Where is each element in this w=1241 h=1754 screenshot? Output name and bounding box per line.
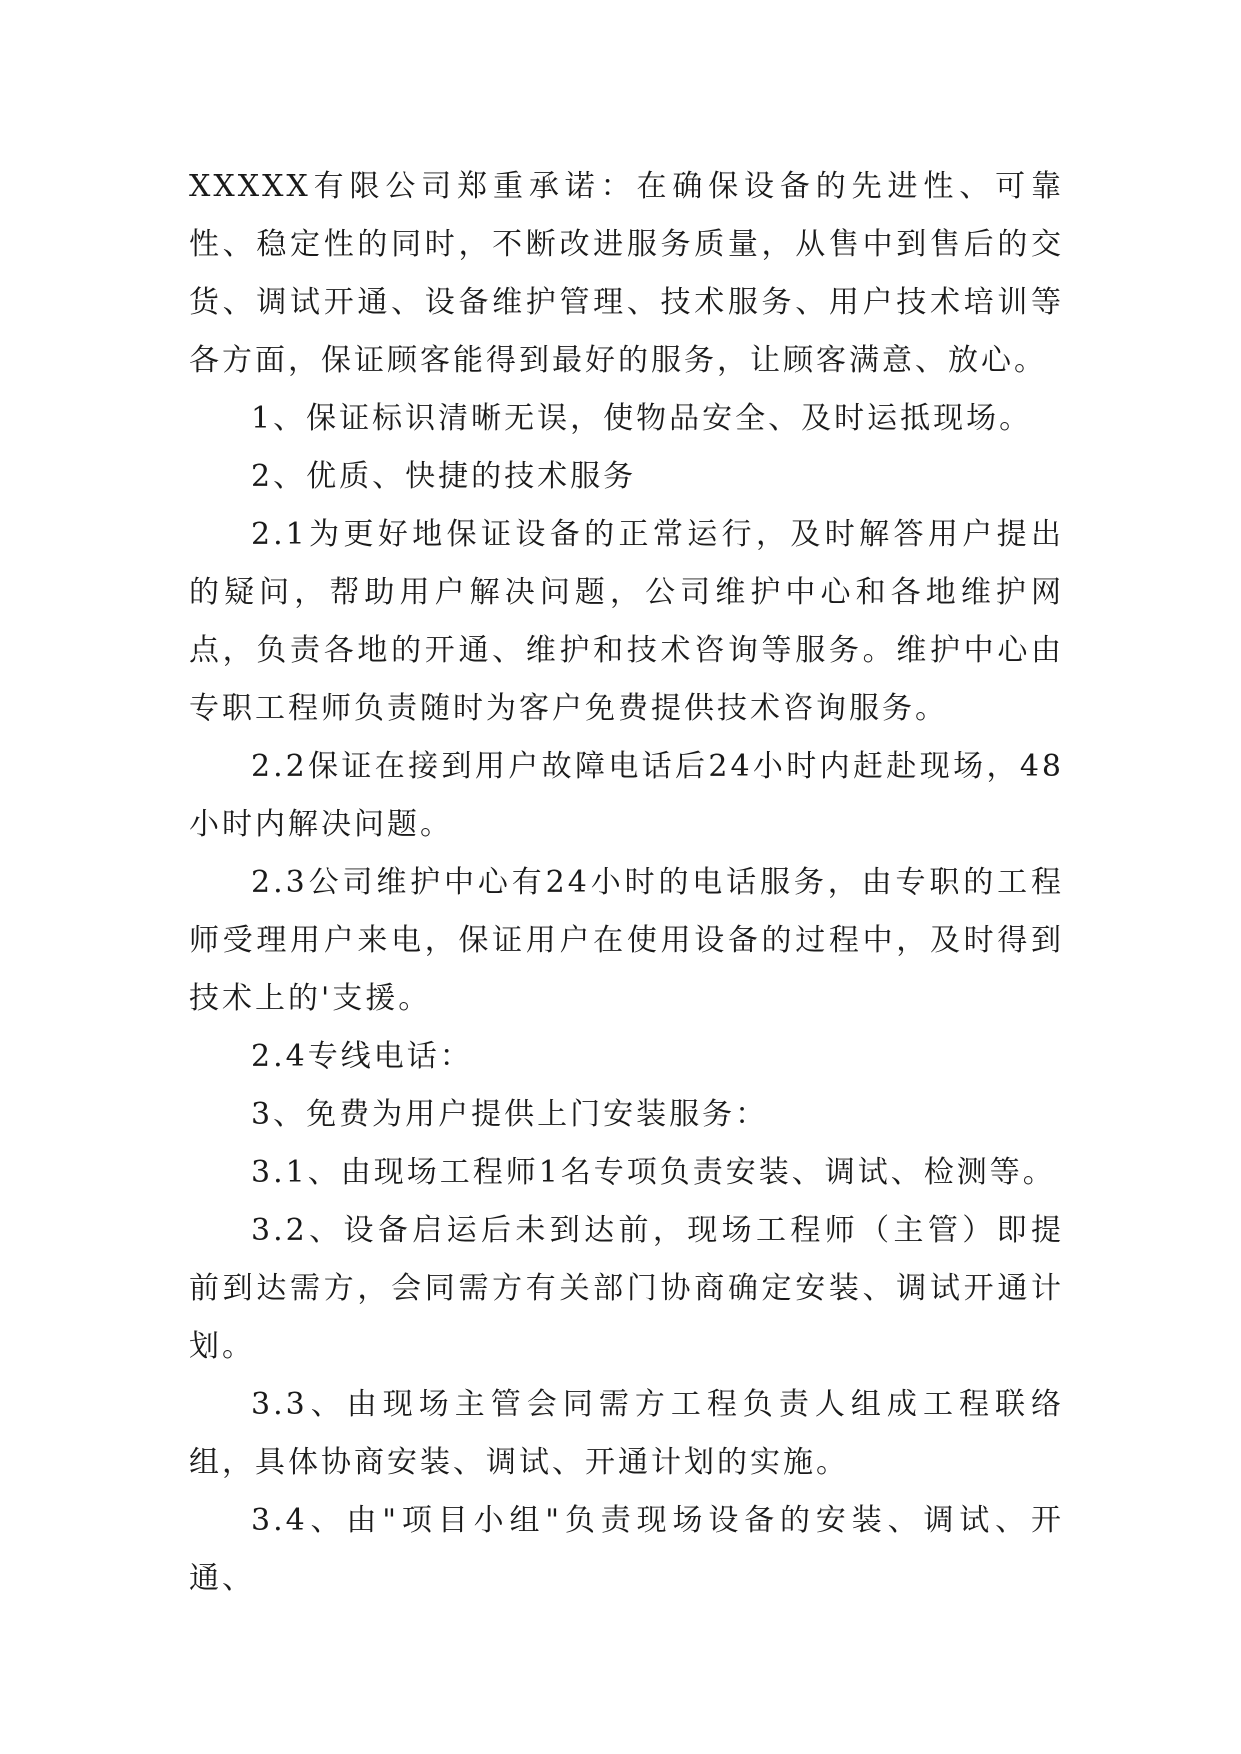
paragraph-item-3-1: 3.1、由现场工程师1名专项负责安装、调试、检测等。 [251,1155,1056,1190]
document-body [189,158,1064,1608]
paragraph-item-2: 2、优质、快捷的技术服务 [251,459,637,494]
paragraph-item-3: 3、免费为用户提供上门安装服务： [251,1097,769,1132]
paragraph-item-3-2: 3.2、设备启运后未到达前，现场工程师（主管）即提前到达需方，会同需方有关部门协商确定安装、调试开通计划。 [189,1213,1064,1364]
paragraph-commitment: XXXXX有限公司郑重承诺：在确保设备的先进性、可靠性、稳定性的同时，不断改进服务质量，从售中到售后的交货、调试开通、设备维护管理、技术服务、用户技术培训等各方面，保证顾客能得到最好的服务，让顾客满意、放心。 [189,169,1064,378]
paragraph-item-1: 1、保证标识清晰无误，使物品安全、及时运抵现场。 [251,401,1033,436]
paragraph-item-3-4: 3.4、由"项目小组"负责现场设备的安装、调试、开通、 [189,1503,1064,1596]
paragraph-item-2-3: 2.3公司维护中心有24小时的电话服务，由专职的工程师受理用户来电，保证用户在使用设备的过程中，及时得到技术上的'支援。 [189,865,1064,1016]
paragraph-item-2-1: 2.1为更好地保证设备的正常运行，及时解答用户提出的疑问，帮助用户解决问题，公司维护中心和各地维护网点，负责各地的开通、维护和技术咨询等服务。维护中心由专职工程师负责随时为客户免费提供技术咨询服务。 [189,517,1064,726]
paragraph-item-3-3: 3.3、由现场主管会同需方工程负责人组成工程联络组，具体协商安装、调试、开通计划的实施。 [189,1387,1064,1480]
paragraph-item-2-2: 2.2保证在接到用户故障电话后24小时内赶赴现场，48小时内解决问题。 [189,749,1064,842]
paragraph-item-2-4: 2.4专线电话： [251,1039,473,1074]
